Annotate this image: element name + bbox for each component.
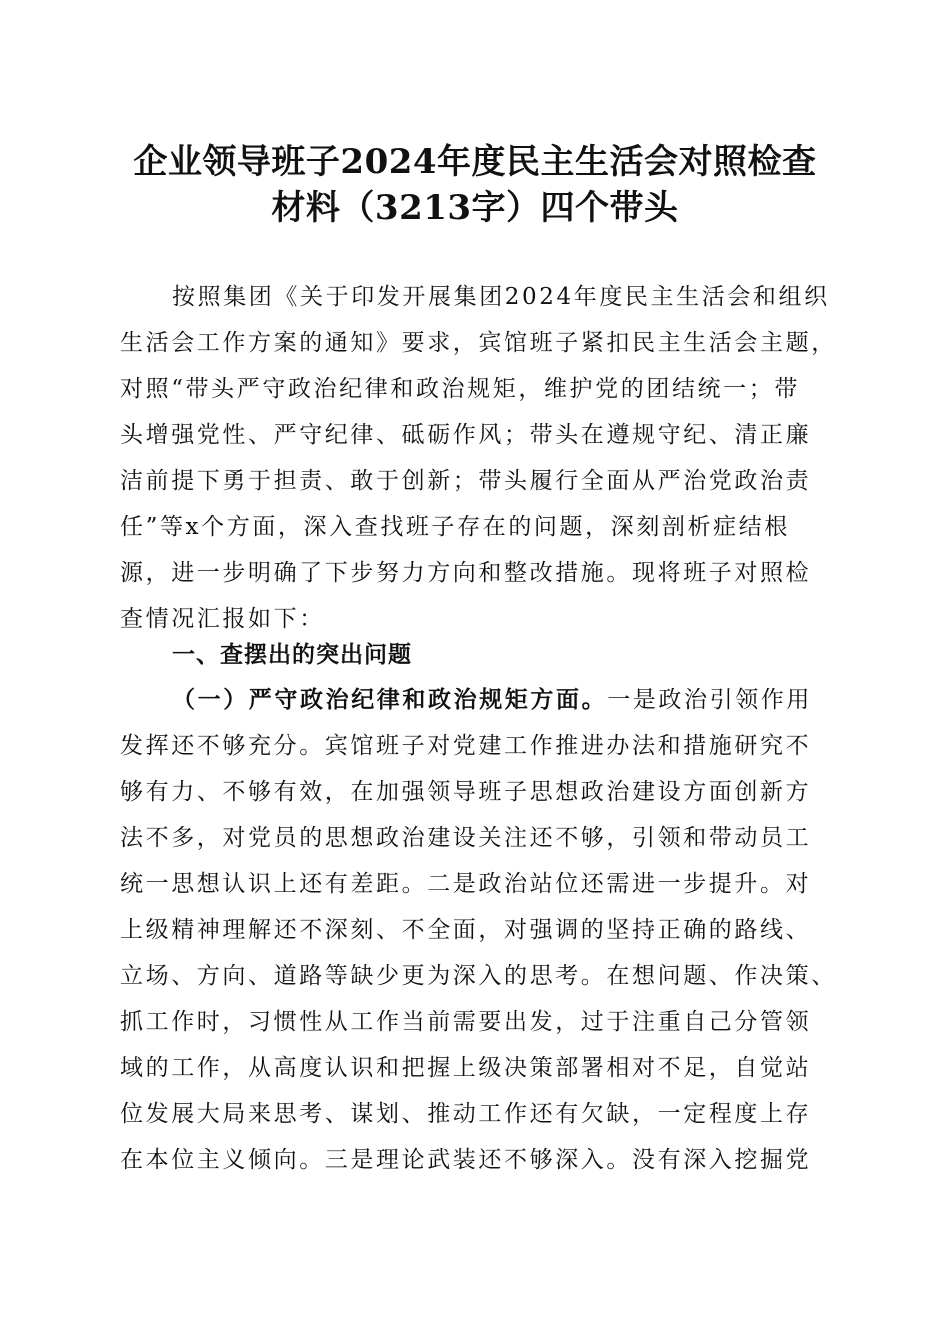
body-line: 上级精神理解还不深刻、不全面，对强调的坚持正确的路线、 [120,917,812,943]
body-line: 发挥还不够充分。宾馆班子对党建工作推进办法和措施研究不 [120,733,812,759]
subsection-first-line-rest: 一是政治引领作用 [607,687,813,713]
intro-line: 源，进一步明确了下步努力方向和整改措施。现将班子对照检 [120,560,812,586]
intro-line: 洁前提下勇于担责、敢于创新；带头履行全面从严治党政治责 [120,468,812,494]
subsection-heading: （一）严守政治纪律和政治规矩方面。 [172,686,608,713]
subsection-first-line [172,677,812,723]
body-line: 立场、方向、道路等缺少更为深入的思考。在想问题、作决策、 [120,963,837,989]
intro-line: 头增强党性、严守纪律、砥砺作风；带头在遵规守纪、清正廉 [120,422,812,448]
body-line: 法不多，对党员的思想政治建设关注还不够，引领和带动员工 [120,825,812,851]
intro-line: 按照集团《关于印发开展集团2024年度民主生活会和组织 [172,284,830,310]
intro-line: 任”等x个方面，深入查找班子存在的问题，深刻剖析症结根 [120,514,790,540]
intro-line: 生活会工作方案的通知》要求，宾馆班子紧扣民主生活会主题， [120,330,837,356]
body-line: 抓工作时，习惯性从工作当前需要出发，过于注重自己分管领 [120,1009,812,1035]
body-line: 统一思想认识上还有差距。二是政治站位还需进一步提升。对 [120,871,812,897]
intro-line: 对照“带头严守政治纪律和政治规矩，维护党的团结统一；带 [120,376,800,402]
body-line: 在本位主义倾向。三是理论武装还不够深入。没有深入挖掘党 [120,1147,812,1173]
intro-line: 查情况汇报如下： [120,606,325,632]
body-line: 位发展大局来思考、谋划、推动工作还有欠缺，一定程度上存 [120,1101,812,1127]
document-title-line-2: 材料（3213字）四个带头 [271,188,679,228]
section-heading: 一、查摆出的突出问题 [172,642,412,668]
document-title-line-1: 企业领导班子2024年度民主生活会对照检查 [133,142,817,182]
body-line: 够有力、不够有效，在加强领导班子思想政治建设方面创新方 [120,779,812,805]
body-line: 域的工作，从高度认识和把握上级决策部署相对不足，自觉站 [120,1055,812,1081]
